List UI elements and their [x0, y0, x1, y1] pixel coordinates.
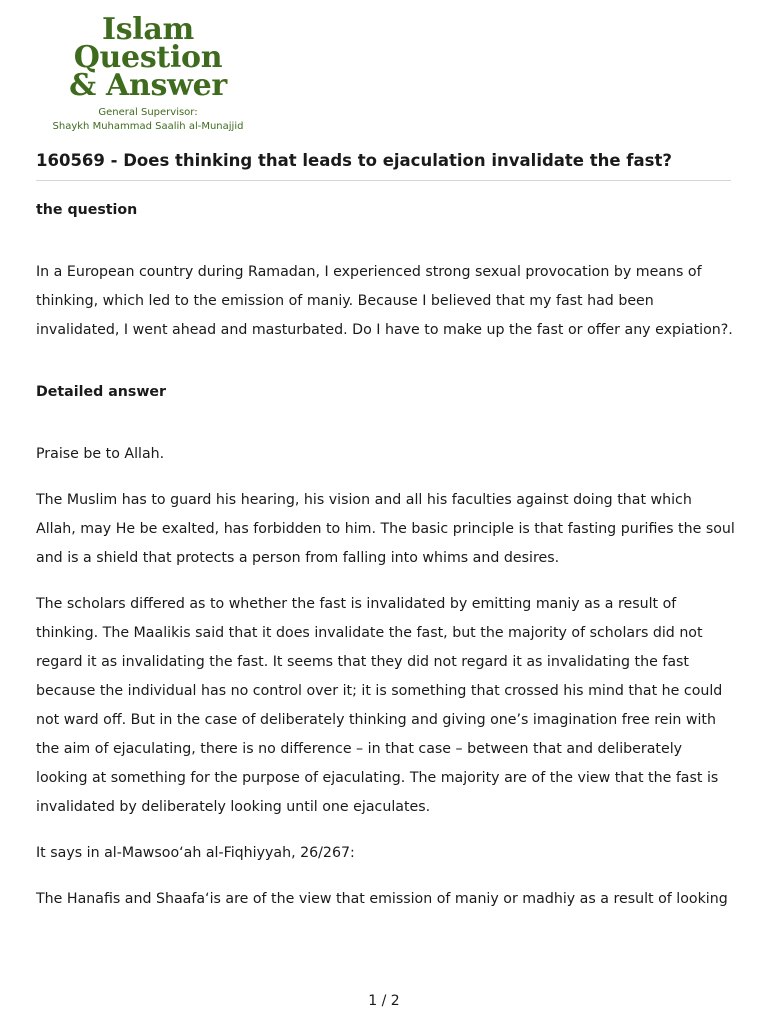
site-logo[interactable] [36, 12, 260, 134]
answer-paragraph: Praise be to Allah. [36, 446, 165, 462]
question-text: In a European country during Ramadan, I experienced strong sexual provocation by means of thinking, which led to the emission of maniy. Because I believed that my fast had been invalidated, I went ahead and masturbated. Do I have to make up the fast or offer any expiation?. [36, 264, 733, 338]
logo-title-line-1: Islam Question [73, 12, 223, 75]
page-indicator: 1 / 2 [368, 993, 400, 1009]
logo-title-line-2: & Answer [69, 68, 227, 103]
answer-paragraph: The Muslim has to guard his hearing, his vision and all his faculties against doing that which Allah, may He be exalted, has forbidden to him. The basic principle is that fasting purifies the soul and is a shield that protects a person from falling into whims and desires. [36, 492, 735, 566]
answer-heading: Detailed answer [36, 384, 167, 400]
answer-paragraph: It says in al-Mawsoo‘ah al-Fiqhiyyah, 26/267: [36, 845, 355, 861]
title-divider [36, 180, 731, 181]
article-body [36, 196, 736, 914]
question-heading: the question [36, 202, 138, 218]
answer-paragraph: The Hanafis and Shaafa‘is are of the view that emission of maniy or madhiy as a result of looking [36, 891, 728, 907]
logo-supervisor-name: Shaykh Muhammad Saalih al-Munajjid [52, 121, 244, 132]
logo-supervisor-label: General Supervisor: [98, 107, 198, 118]
answer-paragraph: The scholars differed as to whether the fast is invalidated by emitting maniy as a result of thinking. The Maalikis said that it does invalidate the fast, but the majority of scholars did not regard it as invalidating the fast. It seems that they did not regard it as invalidating the fast because the individual has no control over it; it is something that crossed his mind that he could not ward off. But in the case of deliberately thinking and giving one’s imagination free rein with the aim of ejaculating, there is no difference – in that case – between that and deliberately looking at something for the purpose of ejaculating. The majority are of the view that the fast is invalidated by deliberately looking until one ejaculates. [36, 596, 723, 815]
page-title: 160569 - Does thinking that leads to ejaculation invalidate the fast? [36, 151, 672, 170]
